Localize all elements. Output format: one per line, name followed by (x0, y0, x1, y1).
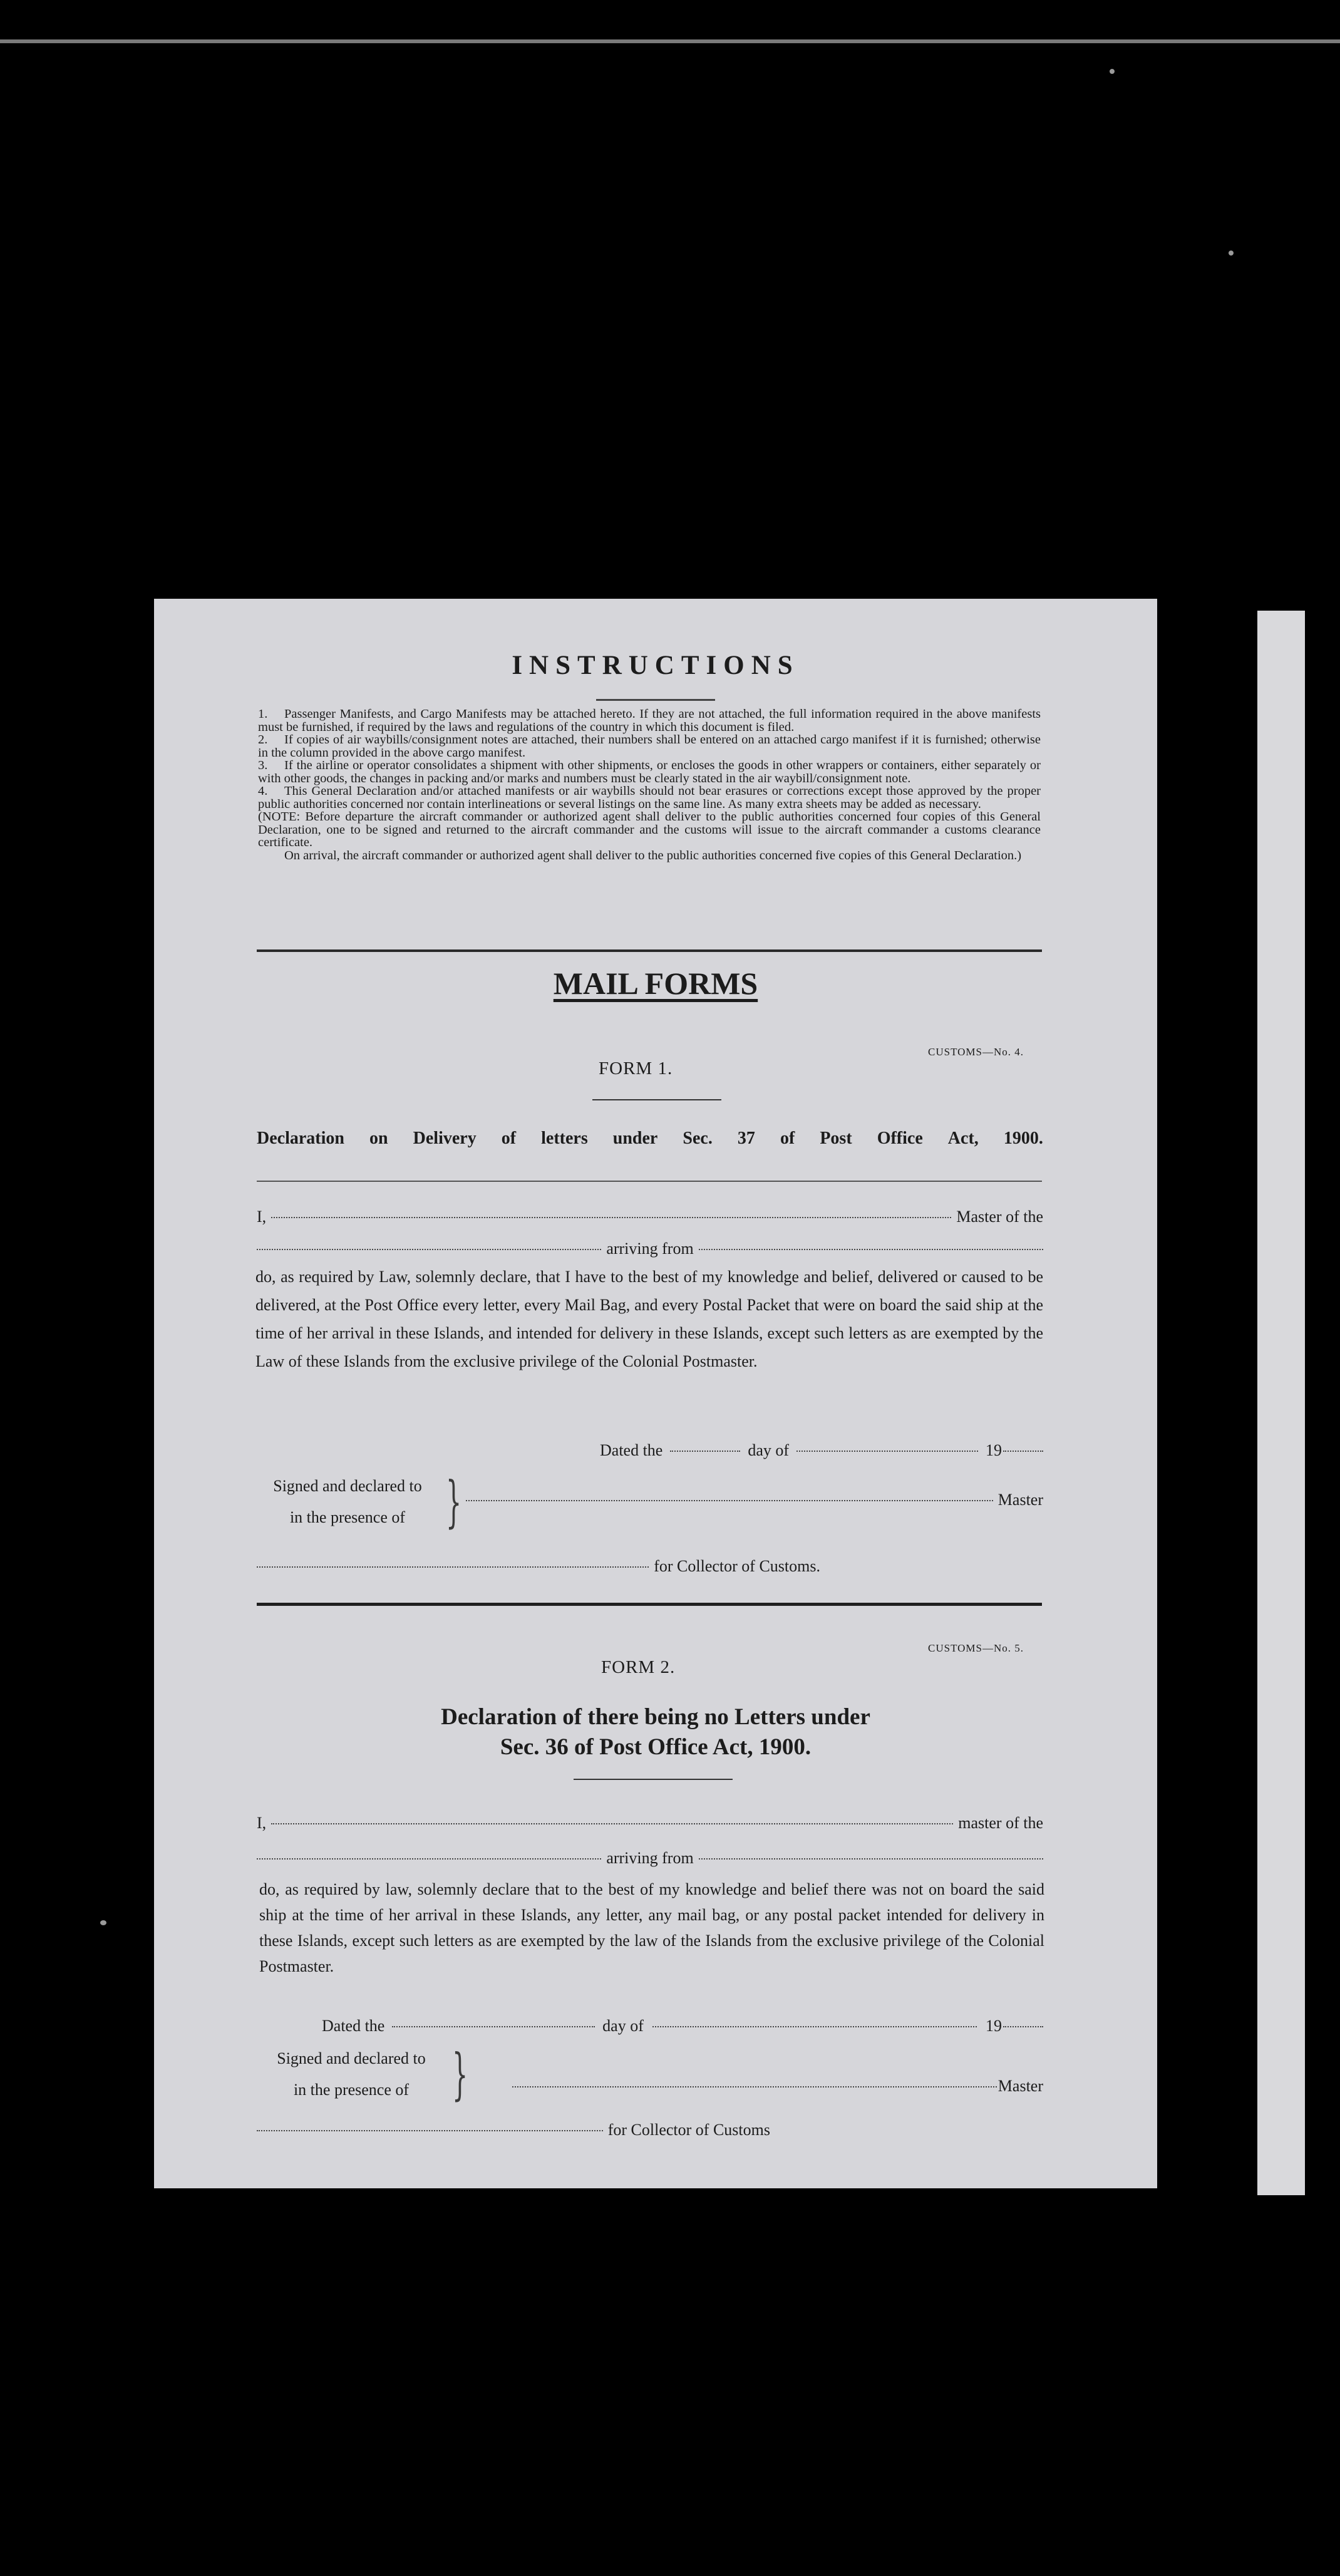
form2-year-field[interactable] (1003, 2026, 1043, 2027)
title-underline (596, 699, 715, 701)
form1-customs-ref: CUSTOMS—No. 4. (928, 1046, 1024, 1058)
form2-ship-name-field[interactable] (257, 1858, 601, 1860)
form2-master-signature-field[interactable] (512, 2086, 997, 2087)
form2-brace: } (452, 2042, 468, 2106)
form1-collector-row: for Collector of Customs. (257, 1557, 820, 1576)
form2-collector-row: for Collector of Customs (257, 2121, 770, 2139)
form2-declaration-text: do, as required by law, solemnly declare that to the best of my knowledge and belief there was not on board the said ship at the time of her arrival in these Islands, any letter, any mail bag, or any postal packet intended for delivery in these Islands, except such letters as are exempted by the law of the Islands from the exclusive privilege of the Colonial Postmaster. (259, 1880, 1044, 1975)
form2-heading-rule (574, 1779, 733, 1780)
form2-heading: Declaration of there being no Letters under Sec. 36 of Post Office Act, 1900. (441, 1704, 870, 1760)
form-divider (257, 1603, 1042, 1606)
form2-master-row: I, master of the (257, 1814, 1043, 1832)
instruction-item: 4. This General Declaration and/or attached manifests or air waybills should not bear erasures or corrections except those approved by the proper public authorities concerned nor contain interlineations or several listings on the same line. As many extra sheets may be added as necessary. (258, 784, 1041, 811)
form2-ship-row: arriving from (257, 1849, 1043, 1868)
form1-collector-signature-field[interactable] (257, 1566, 649, 1568)
form2-customs-ref: CUSTOMS—No. 5. (928, 1642, 1024, 1654)
instructions-list (258, 708, 1041, 862)
adjacent-page-edge (1257, 611, 1305, 2195)
form1-year-field[interactable] (1003, 1451, 1043, 1452)
top-scan-line (0, 39, 1340, 43)
form1-master-signature-row: Master (466, 1491, 1043, 1509)
form2-title: FORM 2. (601, 1657, 676, 1677)
master-name-field[interactable] (271, 1217, 951, 1218)
dust-speck (1110, 69, 1115, 74)
form1-master-signature-field[interactable] (466, 1500, 993, 1501)
instructions-title: INSTRUCTIONS (512, 651, 800, 680)
form1-heading-rule (257, 1181, 1042, 1182)
form1-dated-row: Dated the day of 19 (600, 1441, 1043, 1460)
form1-day-field[interactable] (670, 1451, 740, 1452)
form2-arriving-from-field[interactable] (699, 1858, 1043, 1860)
form2-dated-row: Dated the day of 19 (322, 2017, 1043, 2035)
form1-title-rule (592, 1099, 721, 1100)
form1-declaration-text: do, as required by Law, solemnly declare, that I have to the best of my knowledge and belief, delivered or caused to be delivered, at the Post Office every letter, every Mail Bag, and every Postal Packet that were on board the said ship at the time of her arrival in these Islands, and intended for delivery in these Islands, except such letters as are exempted by the Law of these Islands from the exclusive privilege of the Colonial Postmaster. (255, 1268, 1043, 1370)
instruction-item: 2. If copies of air waybills/consignment notes are attached, their numbers shall be entered on an attached cargo manifest if it is furnished; otherwise in the column provided in the above cargo manifest. (258, 733, 1041, 760)
arriving-from-field[interactable] (699, 1249, 1043, 1250)
form1-ship-row: arriving from (257, 1239, 1043, 1258)
ship-name-field[interactable] (257, 1249, 601, 1250)
form1-brace: } (446, 1469, 462, 1534)
instruction-note: (NOTE: Before departure the aircraft commander or authorized agent shall deliver to the public authorities concerned four copies of this General Declaration, one to be signed and returned to the aircraft commander and the customs will issue to the aircraft commander a customs clearance certificate. (258, 810, 1041, 849)
form2-month-field[interactable] (652, 2026, 977, 2027)
form2-collector-signature-field[interactable] (257, 2130, 603, 2131)
form1-master-row: I, Master of the (257, 1208, 1043, 1226)
instruction-item: 3. If the airline or operator consolidates a shipment with other shipments, or encloses the goods in other wrappers or containers, either separately or with other goods, the changes in packing and/or marks and numbers must be clearly stated in the air waybill/consignment note. (258, 758, 1041, 785)
form1-signed-label: Signed and declared to in the presence of (273, 1477, 422, 1526)
instruction-item: 1. Passenger Manifests, and Cargo Manifests may be attached hereto. If they are not attached, the full information required in the above manifests must be furnished, if required by the laws and regulations of the country in which this document is filed. (258, 707, 1041, 734)
form2-signed-label: Signed and declared to in the presence of (277, 2049, 426, 2099)
form1-title: FORM 1. (599, 1058, 673, 1079)
form1-month-field[interactable] (796, 1451, 978, 1452)
form2-day-field[interactable] (392, 2026, 595, 2027)
mail-forms-title: MAIL FORMS (553, 966, 758, 1001)
form2-master-signature-row: Master (512, 2077, 1043, 2096)
form1-declaration-heading: Declaration on Delivery of letters under Sec. 37 of Post Office Act, 1900. (257, 1129, 1043, 1148)
dust-speck (100, 1920, 106, 1925)
instruction-note-arrival: On arrival, the aircraft commander or authorized agent shall deliver to the public authorities concerned five copies of this General Declaration.) (284, 848, 1022, 862)
section-divider (257, 949, 1042, 952)
form2-master-name-field[interactable] (271, 1823, 953, 1824)
form-sheet (154, 599, 1157, 2188)
dust-speck (1229, 251, 1234, 256)
